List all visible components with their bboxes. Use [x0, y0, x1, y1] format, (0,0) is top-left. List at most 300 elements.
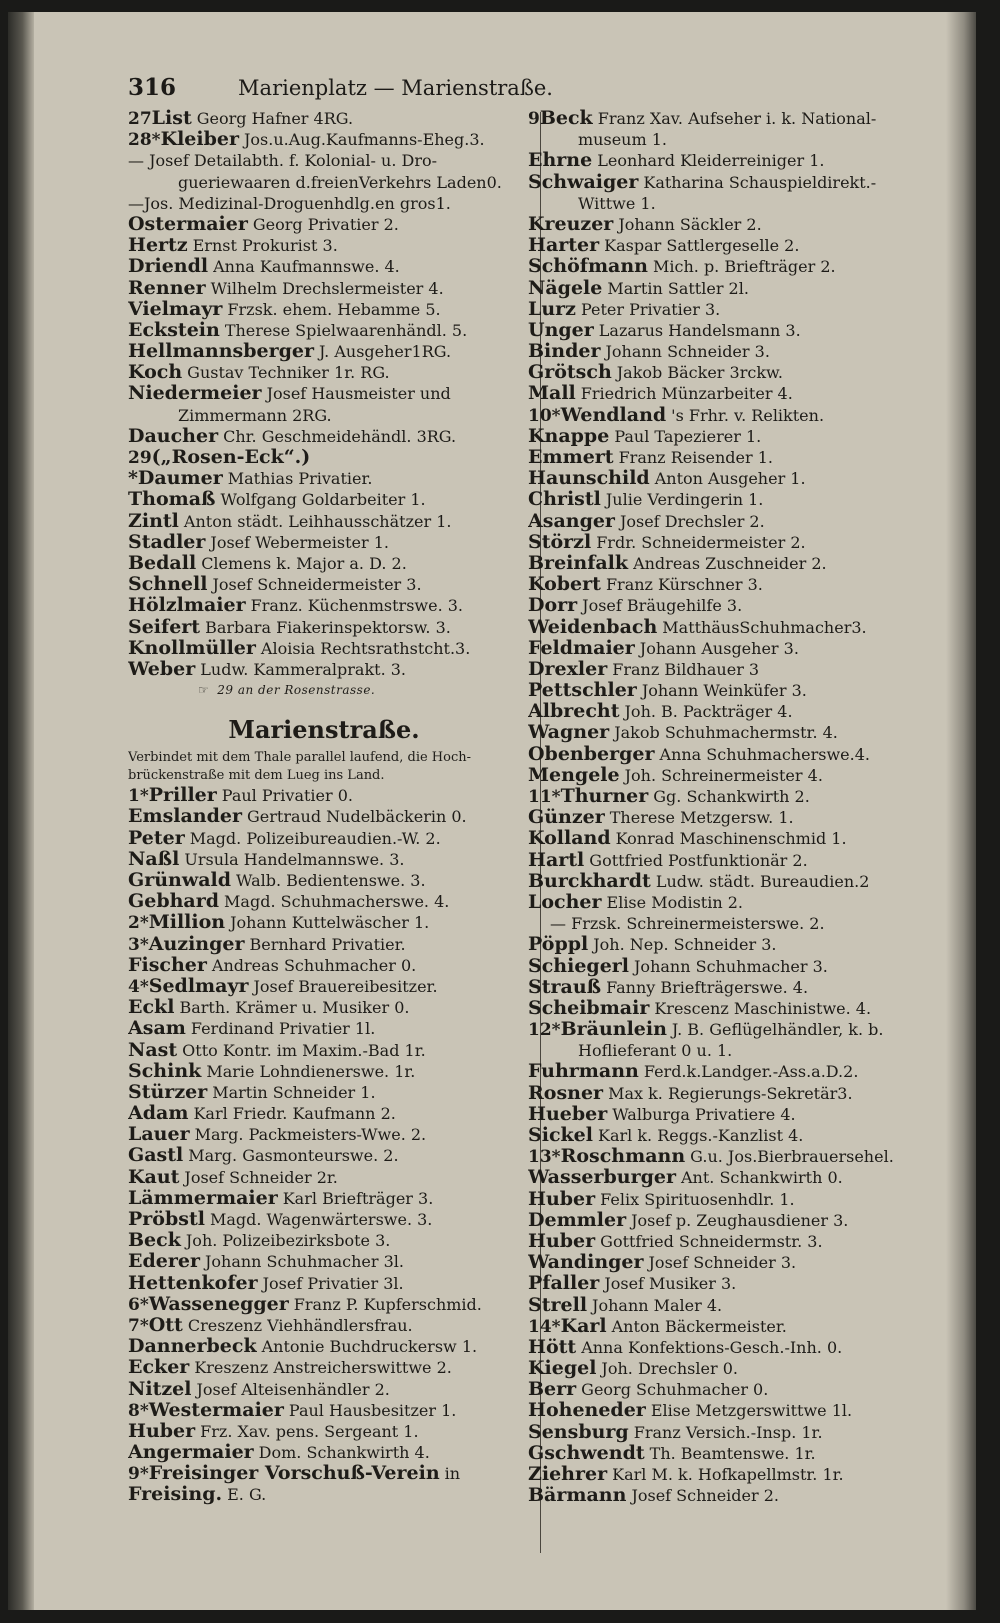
resident-name: Grötsch: [528, 362, 612, 384]
resident-name: Kreuzer: [528, 213, 614, 235]
resident-details: Wittwe 1.: [578, 193, 656, 213]
house-number: 14*: [528, 1316, 561, 1337]
directory-entry: [528, 744, 908, 765]
section-description: brückenstraße mit dem Lueg ins Land.: [128, 768, 385, 784]
resident-name: Hartl: [528, 849, 585, 871]
resident-name: Strauß: [528, 976, 602, 998]
resident-name: Freisinger Vorschuß-Verein: [148, 1463, 440, 1485]
resident-name: Haunschild: [528, 468, 650, 490]
resident-name: Dannerbeck: [128, 1336, 257, 1358]
resident-details: Anna Schuhmacherswe.4.: [659, 744, 870, 764]
resident-details: Felix Spirituosenhdlr. 1.: [600, 1189, 795, 1209]
resident-name: Kolland: [528, 828, 611, 850]
resident-details: Ferd.k.Landger.-Ass.a.D.2.: [643, 1062, 859, 1082]
directory-entry: [128, 532, 520, 553]
directory-entry: [128, 511, 520, 532]
directory-entry: [128, 1188, 520, 1209]
resident-name: Demmler: [528, 1209, 627, 1231]
resident-details: 's Frhr. v. Relikten.: [671, 405, 825, 425]
resident-details: MatthäusSchuhmacher3.: [662, 617, 867, 637]
resident-name: Locher: [528, 891, 602, 913]
section-description: Verbindet mit dem Thale parallel laufend, die Hoch-: [128, 750, 472, 766]
resident-name: Koch: [128, 362, 183, 384]
resident-name: („Rosen-Eck“.): [151, 447, 311, 468]
directory-entry: [528, 934, 908, 955]
resident-details: Franz Bildhauer 3: [612, 659, 760, 679]
directory-entry: [528, 511, 908, 532]
directory-entry: [528, 1295, 908, 1316]
resident-details: —Jos. Medizinal-Droguenhdlg.en gros1.: [128, 193, 451, 213]
directory-entry: [528, 405, 908, 426]
section-title-marienstrasse: Marienstraße.: [228, 715, 420, 745]
resident-name: Huber: [528, 1230, 596, 1252]
resident-details: Josef Schneider 2.: [631, 1486, 779, 1506]
resident-details: Zimmermann 2RG.: [178, 405, 332, 425]
directory-entry: [128, 193, 520, 214]
resident-name: Driendl: [128, 256, 209, 278]
resident-name: Berr: [528, 1379, 577, 1401]
resident-details: E. G.: [227, 1485, 267, 1505]
resident-details: Joh. Drechsler 0.: [601, 1359, 738, 1379]
resident-name: Nägele: [528, 277, 603, 299]
resident-name: Asam: [128, 1018, 186, 1040]
resident-details: Franz Reisender 1.: [618, 448, 774, 467]
resident-name: Albrecht: [528, 701, 620, 723]
resident-details: Josef Schneider 3.: [648, 1253, 797, 1273]
directory-entry: [528, 871, 908, 892]
resident-name: Huber: [128, 1420, 196, 1442]
house-number: 29: [128, 448, 152, 468]
resident-details: Walburga Privatiere 4.: [612, 1104, 796, 1124]
resident-details: Josef Hausmeister und: [266, 384, 451, 404]
directory-entry: [128, 553, 520, 574]
resident-details: Josef Musiker 3.: [604, 1274, 737, 1294]
directory-entry: [128, 320, 520, 341]
resident-details: Josef Bräugehilfe 3.: [582, 596, 743, 616]
resident-name: Million: [148, 912, 226, 934]
resident-name: Bräunlein: [560, 1019, 667, 1041]
resident-name: Gastl: [128, 1145, 184, 1167]
rosenstrasse-note: [128, 680, 520, 701]
resident-details: Frzsk. ehem. Hebamme 5.: [227, 299, 441, 319]
resident-name: Scheibmair: [528, 997, 650, 1019]
resident-name: Thomaß: [128, 489, 216, 511]
directory-entry: [128, 235, 520, 256]
resident-name: Adam: [128, 1103, 189, 1125]
directory-entry: [128, 1357, 520, 1378]
resident-name: Peter: [128, 827, 185, 849]
directory-entry: [128, 1230, 520, 1251]
resident-details: Magd. Schuhmacherswe. 4.: [224, 892, 450, 912]
resident-name: Burckhardt: [528, 870, 651, 892]
directory-entry: [128, 1082, 520, 1103]
resident-name: Knollmüller: [128, 637, 256, 659]
directory-entry: [528, 1167, 908, 1188]
directory-entry: [528, 1210, 908, 1231]
directory-entry: [528, 1040, 908, 1061]
directory-entry: [528, 956, 908, 977]
resident-details: Franz Kürschner 3.: [605, 575, 763, 595]
resident-details: Johann Schuhmacher 3l.: [204, 1252, 404, 1272]
resident-details: — Frzsk. Schreinermeisterswe. 2.: [550, 914, 825, 934]
resident-name: Asanger: [528, 510, 615, 532]
directory-entry: [128, 1061, 520, 1082]
directory-entry: [128, 1124, 520, 1145]
house-number: 27: [128, 109, 152, 129]
resident-details: Franz Xav. Aufseher i. k. National-: [597, 109, 877, 128]
resident-details: Therese Spielwaarenhändl. 5.: [224, 320, 468, 340]
directory-entry: [128, 849, 520, 870]
resident-details: Anna Kaufmannswe. 4.: [213, 257, 400, 277]
resident-details: Josef Privatier 3l.: [262, 1273, 404, 1293]
house-number: 7*: [128, 1315, 149, 1336]
resident-details: Josef p. Zeughausdiener 3.: [631, 1210, 849, 1230]
resident-name: Schöfmann: [528, 256, 648, 278]
directory-entry: [528, 913, 908, 934]
directory-entry: [128, 785, 520, 806]
resident-details: Johann Säckler 2.: [618, 214, 762, 234]
resident-name: Pröbstl: [128, 1209, 205, 1230]
directory-entry: [128, 129, 520, 150]
resident-details: Johann Ausgeher 3.: [639, 638, 799, 658]
resident-name: Kleiber: [160, 129, 239, 151]
directory-entry: [128, 891, 520, 912]
resident-name: Fischer: [128, 954, 207, 976]
directory-entry: [528, 574, 908, 595]
resident-details: Joh. B. Packträger 4.: [624, 702, 793, 722]
directory-entry: [128, 617, 520, 638]
resident-details: Mathias Privatier.: [227, 469, 373, 489]
directory-entry: [128, 806, 520, 827]
resident-details: Josef Drechsler 2.: [619, 511, 765, 531]
directory-entry: [128, 934, 520, 955]
directory-entry: [128, 299, 520, 320]
page-number: 316: [128, 74, 177, 101]
resident-details: Frdr. Schneidermeister 2.: [596, 532, 806, 552]
directory-entry: [528, 278, 908, 299]
resident-details: Georg Schuhmacher 0.: [581, 1380, 769, 1400]
resident-name: Gebhard: [128, 891, 220, 913]
resident-details: Friedrich Münzarbeiter 4.: [580, 384, 793, 404]
resident-details: Franz. Küchenmstrswe. 3.: [250, 596, 464, 616]
directory-entry: [528, 129, 908, 150]
directory-entry: [528, 1231, 908, 1252]
resident-details: Karl Briefträger 3.: [282, 1188, 434, 1208]
directory-entry: [528, 617, 908, 638]
resident-details: Ludw. städt. Bureaudien.2: [655, 871, 870, 891]
directory-entry: [528, 426, 908, 447]
resident-name: Günzer: [528, 807, 605, 829]
resident-details: Anton Bäckermeister.: [611, 1316, 787, 1336]
directory-entry: [528, 1443, 908, 1464]
directory-entry: [528, 256, 908, 277]
pointing-hand-icon: ☞: [198, 683, 210, 698]
house-number: 9: [528, 109, 540, 129]
resident-name: Schwaiger: [528, 171, 639, 193]
resident-details: G.u. Jos.Bierbrauersehel.: [690, 1147, 894, 1167]
resident-details: Clemens k. Major a. D. 2.: [201, 553, 407, 573]
directory-entry: [128, 870, 520, 891]
resident-details: Josef Schneider 2r.: [184, 1167, 338, 1187]
resident-details: Krescenz Maschinistwe. 4.: [654, 998, 872, 1018]
resident-details: Elise Metzgerswittwe 1l.: [650, 1401, 853, 1421]
resident-name: Knappe: [528, 425, 610, 447]
directory-entry: [528, 638, 908, 659]
resident-details: Hoflieferant 0 u. 1.: [578, 1041, 733, 1061]
directory-entry: [528, 1104, 908, 1125]
directory-entry: [128, 1294, 520, 1315]
directory-entry: [528, 1400, 908, 1421]
resident-details: Max k. Regierungs-Sekretär3.: [608, 1083, 853, 1103]
resident-details: Mich. p. Briefträger 2.: [653, 257, 836, 277]
resident-details: Karl k. Reggs.-Kanzlist 4.: [597, 1126, 804, 1145]
resident-details: Otto Kontr. im Maxim.-Bad 1r.: [182, 1040, 426, 1060]
house-number: 4*: [128, 976, 149, 997]
directory-entry: [528, 807, 908, 828]
resident-details: Marg. Gasmonteurswe. 2.: [188, 1146, 399, 1166]
resident-name: Sedlmayr: [148, 975, 249, 997]
directory-entry: [128, 976, 520, 997]
directory-entry: [128, 468, 520, 489]
resident-details: Gottfried Schneidermstr. 3.: [600, 1231, 823, 1251]
resident-name: Ederer: [128, 1251, 200, 1273]
directory-entry: [128, 1103, 520, 1124]
directory-entry: [528, 1273, 908, 1294]
resident-details: Paul Tapezierer 1.: [614, 426, 762, 446]
resident-name: Schink: [128, 1060, 202, 1082]
house-number: 11*: [528, 787, 561, 807]
directory-entry: [528, 193, 908, 214]
directory-entry: [528, 850, 908, 871]
resident-details: Aloisia Rechtsrathstcht.3.: [260, 638, 471, 658]
directory-entry: [128, 659, 520, 680]
resident-name: Drexler: [528, 658, 608, 680]
directory-entry: [528, 659, 908, 680]
resident-name: Pettschler: [528, 680, 637, 702]
resident-details: Antonie Buchdruckersw 1.: [261, 1337, 478, 1357]
directory-entry: [128, 108, 520, 129]
resident-name: Angermaier: [128, 1442, 254, 1464]
directory-entry: [528, 1189, 908, 1210]
directory-entry: [528, 489, 908, 510]
right-column: [528, 108, 908, 1506]
resident-details: Walb. Bedientenswe. 3.: [236, 871, 426, 890]
resident-details: Andreas Schuhmacher 0.: [211, 955, 417, 975]
directory-entry: [528, 383, 908, 404]
resident-name: Ehrne: [528, 150, 593, 172]
directory-entry: [128, 1315, 520, 1336]
directory-entry: [128, 362, 520, 383]
resident-details: Jakob Schuhmachermstr. 4.: [614, 723, 838, 743]
resident-name: Kiegel: [528, 1358, 597, 1380]
resident-details: Ant. Schankwirth 0.: [680, 1168, 843, 1188]
resident-name: Seifert: [128, 616, 201, 638]
directory-entry: [128, 595, 520, 616]
resident-details: Johann Schuhmacher 3.: [634, 956, 828, 976]
resident-name: Ott: [148, 1314, 183, 1336]
directory-entry: [528, 320, 908, 341]
directory-entry: [128, 1379, 520, 1400]
resident-name: Binder: [528, 341, 601, 363]
directory-entry: [528, 680, 908, 701]
resident-name: Wandinger: [528, 1252, 644, 1274]
directory-entry: [528, 1464, 908, 1485]
directory-entry: [128, 828, 520, 849]
directory-entry: [528, 532, 908, 553]
left-column: [128, 108, 520, 1506]
resident-details: Gg. Schankwirth 2.: [653, 787, 810, 806]
resident-name: Schiegerl: [528, 955, 630, 977]
resident-details: Jos.u.Aug.Kaufmanns-Eheg.3.: [243, 130, 485, 150]
resident-name: Weidenbach: [528, 616, 658, 638]
directory-entry: [528, 108, 908, 129]
resident-details: Johann Weinküfer 3.: [641, 681, 807, 701]
resident-name: Auzinger: [148, 933, 245, 955]
resident-name: Renner: [128, 277, 206, 299]
resident-name: Eckl: [128, 997, 175, 1019]
resident-details: Bernhard Privatier.: [249, 934, 406, 954]
resident-details: Josef Alteisenhändler 2.: [196, 1379, 390, 1399]
resident-details: Therese Metzgersw. 1.: [609, 808, 794, 828]
house-number: 9*: [128, 1464, 149, 1485]
directory-entry: [528, 553, 908, 574]
resident-name: Kaut: [128, 1166, 180, 1188]
resident-name: Freising.: [128, 1484, 223, 1506]
house-number: 13*: [528, 1147, 561, 1168]
resident-details: Wolfgang Goldarbeiter 1.: [220, 490, 426, 510]
directory-entry: [528, 1125, 908, 1146]
resident-name: Dorr: [528, 595, 578, 617]
resident-details: Julie Verdingerin 1.: [605, 490, 764, 510]
resident-details: Barbara Fiakerinspektorsw. 3.: [205, 617, 451, 637]
directory-entry: [128, 341, 520, 362]
directory-entry: [528, 722, 908, 743]
directory-entry: [128, 1421, 520, 1442]
resident-details: Barth. Krämer u. Musiker 0.: [179, 998, 410, 1018]
directory-entry: [128, 1018, 520, 1039]
resident-name: Störzl: [528, 531, 592, 553]
directory-entry: [128, 489, 520, 510]
directory-entry: [128, 1336, 520, 1357]
resident-details: in: [444, 1464, 461, 1484]
resident-name: Wagner: [528, 722, 610, 744]
resident-details: gueriewaaren d.freienVerkehrs Laden0.: [178, 172, 502, 192]
house-number: 28*: [128, 130, 161, 151]
resident-name: Emmert: [528, 447, 614, 468]
resident-details: Johann Schneider 3.: [605, 342, 770, 362]
directory-entry: [128, 1463, 520, 1484]
directory-entry: [128, 1400, 520, 1421]
directory-entry: [128, 405, 520, 426]
resident-name: Stürzer: [128, 1081, 208, 1103]
resident-name: Harter: [528, 235, 600, 257]
directory-entry: [528, 892, 908, 913]
resident-name: Ostermaier: [128, 213, 248, 235]
next-page-edge: [946, 12, 976, 1610]
resident-name: Unger: [528, 319, 594, 341]
resident-details: Paul Privatier 0.: [221, 786, 353, 806]
resident-name: Fuhrmann: [528, 1061, 639, 1083]
house-number: 12*: [528, 1020, 561, 1041]
resident-name: Breinfalk: [528, 552, 629, 574]
resident-name: Hertz: [128, 235, 188, 257]
resident-details: Anna Konfektions-Gesch.-Inh. 0.: [581, 1337, 843, 1357]
directory-entry: [528, 701, 908, 722]
directory-entry: [128, 1209, 520, 1230]
directory-entry: [128, 1484, 520, 1505]
directory-entry: [128, 1040, 520, 1061]
resident-details: Gottfried Postfunktionär 2.: [589, 850, 808, 870]
resident-name: Christl: [528, 489, 601, 511]
resident-details: Martin Sattler 2l.: [607, 278, 749, 298]
resident-name: Nitzel: [128, 1378, 192, 1400]
resident-details: Josef Brauereibesitzer.: [253, 976, 438, 996]
resident-name: Roschmann: [560, 1146, 686, 1168]
resident-details: Marg. Packmeisters-Wwe. 2.: [194, 1125, 427, 1145]
resident-name: Thurner: [560, 786, 649, 807]
resident-name: Nast: [128, 1039, 178, 1061]
resident-name: Ecker: [128, 1357, 190, 1379]
resident-name: Hoheneder: [528, 1400, 646, 1422]
resident-name: *Daumer: [128, 468, 223, 490]
directory-entry: [528, 786, 908, 807]
resident-details: Fanny Briefträgerswe. 4.: [606, 977, 809, 997]
resident-name: Lauer: [128, 1124, 190, 1146]
resident-name: Hölzlmaier: [128, 595, 246, 617]
resident-details: Joh. Polizeibezirksbote 3.: [185, 1231, 391, 1251]
directory-entry: [528, 1146, 908, 1167]
resident-details: Th. Beamtenswe. 1r.: [649, 1443, 816, 1463]
directory-entry: [128, 383, 520, 404]
resident-details: museum 1.: [578, 130, 667, 150]
house-number: 1*: [128, 786, 149, 807]
resident-details: Frz. Xav. pens. Sergeant 1.: [200, 1421, 419, 1441]
directory-entry: [528, 235, 908, 256]
resident-details: Andreas Zuschneider 2.: [633, 553, 827, 573]
resident-name: Lämmermaier: [128, 1187, 278, 1209]
resident-name: Obenberger: [528, 743, 655, 765]
directory-entry: [128, 955, 520, 976]
directory-entry: [528, 1358, 908, 1379]
resident-name: Kobert: [528, 574, 601, 596]
resident-name: Ziehrer: [528, 1464, 608, 1485]
resident-name: Westermaier: [148, 1399, 284, 1421]
resident-details: Karl Friedr. Kaufmann 2.: [193, 1104, 396, 1124]
directory-entry: [528, 1337, 908, 1358]
resident-details: — Josef Detailabth. f. Kolonial- u. Dro-: [128, 151, 437, 171]
directory-entry: [528, 172, 908, 193]
resident-name: Daucher: [128, 425, 219, 447]
resident-name: Wasserburger: [528, 1167, 676, 1189]
resident-details: J. B. Geflügelhändler, k. b.: [671, 1020, 884, 1040]
resident-details: Paul Hausbesitzer 1.: [288, 1400, 457, 1420]
directory-entry: [528, 1485, 908, 1506]
resident-name: Mengele: [528, 764, 620, 786]
resident-details: Kaspar Sattlergeselle 2.: [604, 236, 800, 256]
resident-name: Bedall: [128, 552, 197, 574]
resident-name: Sensburg: [528, 1421, 629, 1443]
resident-name: Hellmannsberger: [128, 341, 314, 363]
house-number: 8*: [128, 1400, 149, 1421]
page-header: [128, 74, 663, 108]
resident-name: Strell: [528, 1294, 588, 1316]
resident-name: Schnell: [128, 574, 208, 596]
resident-name: Feldmaier: [528, 637, 635, 659]
resident-name: Bärmann: [528, 1485, 627, 1507]
house-number: 6*: [128, 1294, 149, 1315]
resident-name: Beck: [539, 108, 593, 129]
directory-entry: [128, 912, 520, 933]
